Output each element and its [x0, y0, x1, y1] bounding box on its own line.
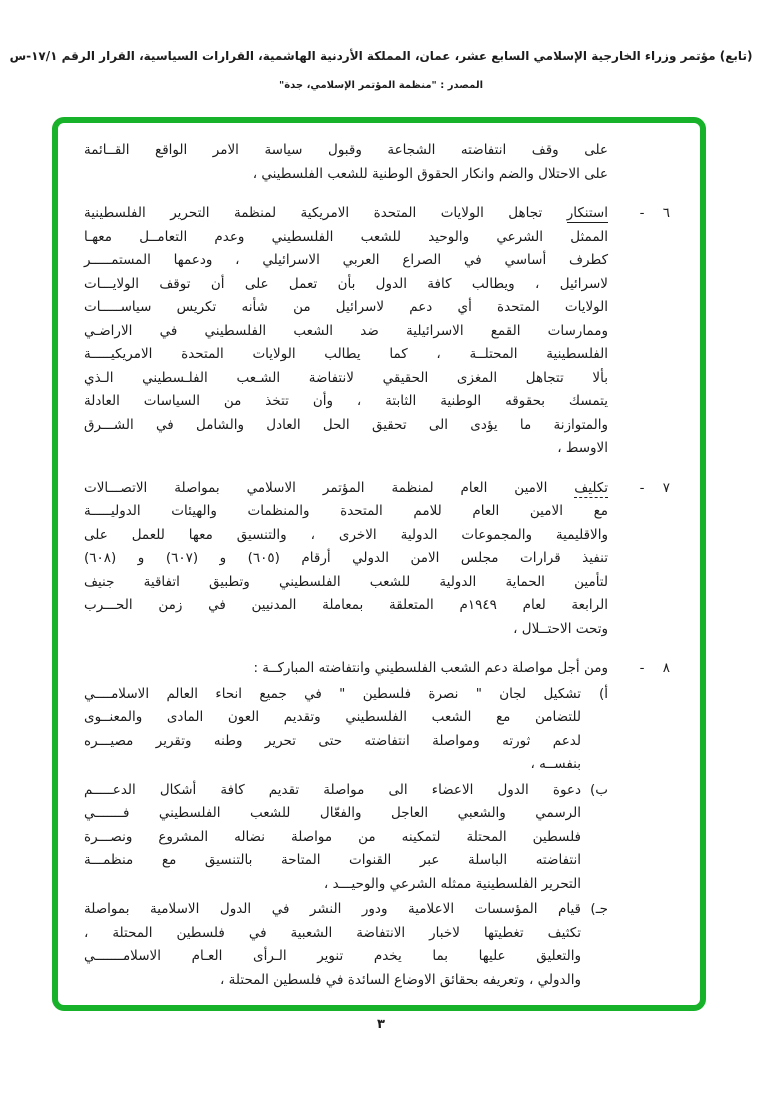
text-line: لاسرائيل ، ويطالب كافة الدول بأن تعمل على أن توقف الولايـــات: [84, 275, 608, 292]
subitem-marker: أ): [598, 685, 608, 702]
item-number: ٨ -: [639, 660, 670, 676]
text-line: كطرف أساسي في الصراع العربي الاسرائيلي ، ودعمها المستمـــــر: [84, 252, 608, 268]
text-line: والدولي ، وتعريفه بحقائق الاوضاع السائدة في فلسطين المحتلة ،: [220, 971, 581, 988]
subitem-marker: جـ): [590, 901, 608, 917]
resolution-item-7: [84, 477, 670, 642]
text-line: وممارسات القمع الاسرائيلية ضد الشعب الفلسطيني في الاراضـي: [84, 322, 608, 339]
item-lead-word: تكليف: [574, 479, 608, 496]
text-line: التحرير الفلسطينية ممثله الشرعي والوحيـــد ،: [323, 875, 581, 892]
text-line: فلسطين المحتلة لتمكينه من مواصلة نضاله المشروع ونصـــرة: [84, 828, 581, 845]
text-line: تشكيل لجان " نصرة فلسطين " في جميع انحاء العالم الاسلامــــي: [84, 685, 581, 702]
text-line: الرسمي والشعبي العاجل والفعّال للشعب الفلسطيني فـــــــي: [84, 805, 581, 821]
subitem-lines: [84, 779, 581, 897]
item-lines: [84, 226, 608, 461]
text-line: بألا تتجاهل المغزى الحقيقي لانتفاضة الشـعب الفلـسطيني الـذي: [84, 369, 608, 386]
subitem-marker: ب): [590, 781, 608, 798]
text-line: لتأمين الحماية الدولية للشعب الفلسطيني وتطبيق اتفاقية جنيف: [84, 573, 608, 590]
resolution-item-6: [84, 202, 670, 461]
text-line: على وقف انتفاضته الشجاعة وقبول سياسة الامر الواقع القــائمة: [84, 142, 608, 158]
text-line: انتفاضته الباسلة عبر القنوات المتاحة بالتنسيق مع منظمـــة: [84, 852, 581, 868]
subitem-lines: [84, 898, 581, 992]
text-line: على الاحتلال والضم وانكار الحقوق الوطنية للشعب الفلسطيني ،: [252, 165, 608, 182]
subitem-c: [84, 898, 608, 992]
document-header-line: (تابع) مؤتمر وزراء الخارجية الإسلامي السابع عشر، عمان، المملكة الأردنية الهاشمية، القرارات السياسية، القرار الرقم ١٧/١-س: [9, 49, 753, 63]
text-line: يتمسك بحقوقه الوطنية الثابتة ، وأن تتخذ من السياسات العادلة: [84, 393, 608, 409]
item-lines: [84, 500, 608, 641]
text-line: تكثيف تغطيتها لاخبار الانتفاضة الشعبية في فلسطين المحتلة ،: [84, 924, 581, 941]
text-line: قيام المؤسسات الاعلامية ودور النشر في الدول الاسلامية بمواصلة: [84, 901, 581, 917]
subitem-lines: [84, 683, 581, 777]
resolution-text-frame: [52, 117, 706, 1011]
text-line: لدعم ثورته ومواصلة انتفاضته حتى تحرير وطنه وتقرير مصيـــره: [84, 732, 581, 749]
item-text-block: [84, 477, 608, 642]
item-number: ٦ -: [639, 205, 670, 221]
subitem-a: [84, 683, 608, 777]
text-line: والتعليق عليها بما يخدم تنوير الـرأى العـام الاسلامـــــــي: [84, 948, 581, 964]
text-line: والمتوازنة ما يؤدى الى تحقيق الحل العادل والشامل في الشـــرق: [84, 416, 608, 433]
text-line: وتحت الاحتــلال ،: [513, 620, 608, 637]
text-line: بنفســه ،: [530, 756, 581, 772]
text-line: للتضامن مع الشعب الفلسطيني وتقديم العون المادى والمعنــوى: [84, 709, 581, 725]
text-line: الممثل الشرعي والوحيد للشعب الفلسطيني وعدم التعامــل معهـا: [84, 228, 608, 245]
subitem-b: [84, 779, 608, 897]
resolution-item-8: [84, 657, 670, 992]
text-line: [84, 202, 608, 226]
text-line: دعوة الدول الاعضاء الى مواصلة تقديم كافة أشكال الدعـــــم: [84, 781, 581, 798]
text-line: الولايات المتحدة أي دعم لاسرائيل من شأنه تكريس سياســـــات: [84, 299, 608, 315]
item-text-block: [84, 202, 608, 461]
item-text-block: [84, 657, 608, 992]
item-first-line-rest: الامين العام لمنظمة المؤتمر الاسلامي بمواصلة الاتصـــالات: [84, 479, 575, 496]
item-lead-word: استنكار: [566, 205, 608, 221]
item-first-line-rest: تجاهل الولايات المتحدة الامريكية لمنظمة التحرير الفلسطينية: [84, 205, 567, 221]
text-line: الفلسطينية المحتلــة ، كما يطالب الولايات المتحدة الامريكيـــــة: [84, 346, 608, 362]
paragraph-continuation: [84, 139, 608, 186]
document-source-line: المصدر : "منظمة المؤتمر الإسلامي، جدة": [278, 80, 483, 91]
page-number: ٣: [377, 1017, 385, 1032]
text-line: الرابعة لعام ١٩٤٩م المتعلقة بمعاملة المدنيين في زمن الحـــرب: [84, 597, 608, 613]
text-line: والاقليمية والمجموعات الدولية الاخرى ، والتنسيق معها للعمل على: [84, 526, 608, 543]
text-line: تنفيذ قرارات مجلس الامن الدولي أرقام (٦٠٥) و (٦٠٧) و (٦٠٨): [84, 550, 608, 566]
text-line: [84, 477, 608, 501]
text-line: الاوسط ،: [557, 440, 608, 456]
item-number: ٧ -: [639, 479, 670, 496]
item-head-line: ومن أجل مواصلة دعم الشعب الفلسطيني وانتفاضته المباركــة :: [253, 660, 608, 676]
text-line: مع الامين العام للامم المتحدة والمنظمات والهيئات الدوليـــــة: [84, 503, 608, 519]
